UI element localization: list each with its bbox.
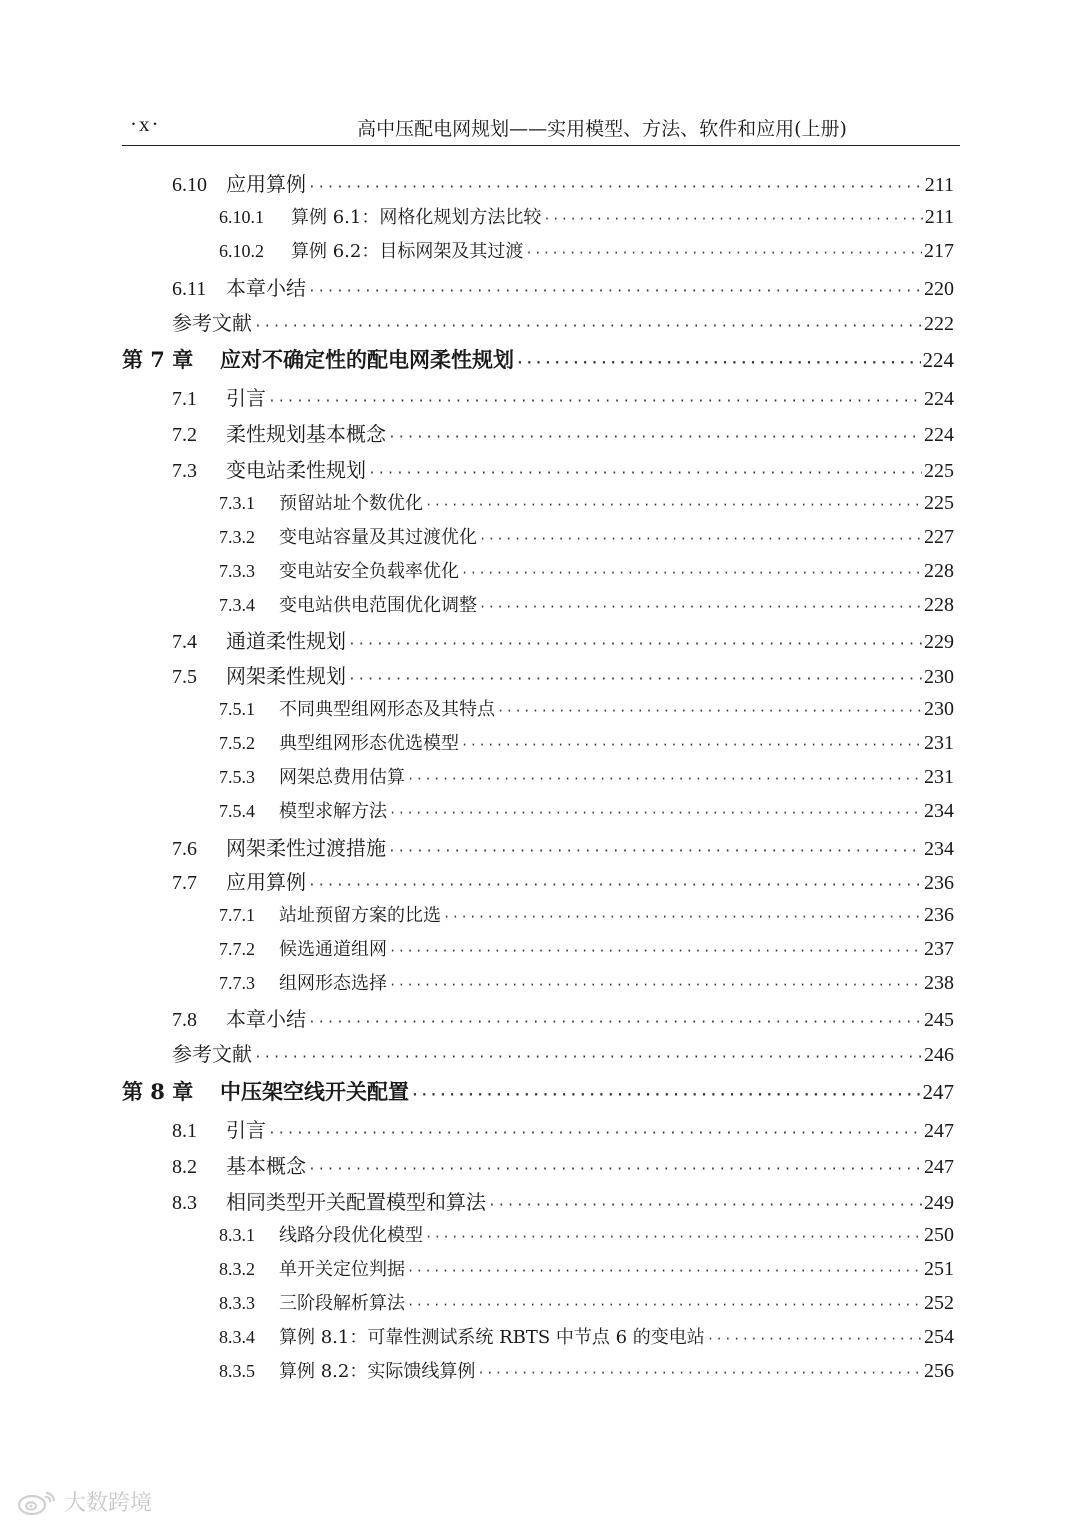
page-header (122, 110, 960, 144)
toc-entry-page: 246 (924, 1044, 954, 1066)
toc-entry-sub (219, 695, 954, 721)
toc-entry-title: 引言 (226, 1118, 266, 1142)
toc-entry-title: 应用算例 (226, 870, 306, 894)
toc-entry-page: 225 (924, 492, 954, 514)
toc-entry-title: 站址预留方案的比选 (279, 905, 441, 926)
toc-entry-page: 227 (924, 526, 954, 548)
toc-entry-title: 预留站址个数优化 (279, 493, 423, 514)
toc-entry-sub (219, 969, 954, 995)
toc-entry-title: 本章小结 (226, 1007, 306, 1031)
toc-entry-sub (219, 1289, 954, 1315)
dot-leader (389, 806, 922, 820)
watermark-text: 大数跨境 (64, 1491, 153, 1516)
toc-entry-number: 6.11 (172, 278, 207, 300)
toc-entry-number: 8.3.2 (219, 1259, 255, 1279)
toc-entry-title: 变电站安全负载率优化 (279, 561, 459, 582)
dot-leader (388, 844, 922, 859)
toc-entry-number: 第 7 章 (122, 347, 194, 372)
toc-entry-page: 220 (924, 278, 954, 300)
toc-entry-number: 7.7.2 (219, 939, 255, 959)
toc-entry-title: 本章小结 (226, 276, 306, 300)
toc-entry-number: 6.10 (172, 174, 207, 196)
toc-entry-section (172, 660, 954, 689)
watermark (16, 1486, 152, 1517)
toc-entry-section (172, 832, 954, 861)
toc-entry-title: 网架柔性规划 (226, 664, 346, 688)
dot-leader (254, 1050, 922, 1065)
dot-leader (425, 498, 922, 512)
toc-entry-number: 8.3.5 (219, 1361, 255, 1381)
toc-entry-page: 234 (924, 838, 954, 860)
toc-entry-title: 网架总费用估算 (279, 767, 405, 788)
toc-entry-page: 222 (924, 313, 954, 335)
toc-entry-number: 8.1 (172, 1120, 197, 1142)
toc-entry-page: 217 (924, 240, 954, 262)
toc-entry-sub (219, 237, 954, 263)
toc-entry-page: 234 (924, 800, 954, 822)
dot-leader (425, 1230, 922, 1244)
toc-entry-page: 249 (924, 1192, 954, 1214)
dot-leader (308, 1015, 922, 1030)
toc-entry-title: 算例 6.2：目标网架及其过渡 (291, 241, 524, 262)
toc-entry-page: 236 (924, 872, 954, 894)
toc-entry-number: 7.3.1 (219, 493, 255, 513)
dot-leader (308, 180, 923, 195)
toc-entry-page: 247 (922, 1080, 954, 1104)
toc-entry-section (172, 1186, 954, 1215)
toc-entry-number: 7.3 (172, 460, 197, 482)
book-title: 高中压配电网规划——实用模型、方法、软件和应用(上册) (357, 118, 847, 140)
toc-entry-page: 247 (924, 1156, 954, 1178)
toc-entry-number: 7.3.2 (219, 527, 255, 547)
toc-entry-page: 230 (924, 698, 954, 720)
toc-entry-sub (219, 1255, 954, 1281)
toc-entry-section (172, 1003, 954, 1032)
toc-entry-sub (219, 763, 954, 789)
toc-entry-page: 228 (924, 560, 954, 582)
toc-entry-title: 算例 8.1：可靠性测试系统 RBTS 中节点 6 的变电站 (279, 1327, 705, 1348)
toc-entry-chapter (122, 1076, 954, 1106)
dot-leader (516, 356, 921, 371)
page-number: ·x· (130, 112, 161, 136)
toc-entry-page: 252 (924, 1292, 954, 1314)
dot-leader (525, 246, 922, 260)
toc-entry-number: 7.7 (172, 872, 197, 894)
toc-entry-title: 算例 8.2：实际馈线算例 (279, 1361, 476, 1382)
toc-entry-number: 7.5.1 (219, 699, 255, 719)
dot-leader (389, 944, 922, 958)
toc-entry-page: 237 (924, 938, 954, 960)
dot-leader (388, 430, 922, 445)
toc-entry-page: 224 (922, 348, 954, 372)
dot-leader (308, 1162, 922, 1177)
toc-entry-section (172, 1114, 954, 1143)
toc-entry-section (172, 168, 954, 197)
toc-entry-title: 柔性规划基本概念 (226, 422, 386, 446)
toc-entry-sub (219, 935, 954, 961)
toc-entry-sub (219, 591, 954, 617)
dot-leader (368, 466, 922, 481)
toc-entry-section (172, 418, 954, 447)
toc-entry-sub (219, 523, 954, 549)
dot-leader (461, 738, 922, 752)
toc-entry-number: 7.1 (172, 388, 197, 410)
toc-entry-sub (219, 797, 954, 823)
toc-entry-title: 变电站容量及其过渡优化 (279, 527, 477, 548)
toc-entry-title: 基本概念 (226, 1154, 306, 1178)
toc-entry-number: 8.3.1 (219, 1225, 255, 1245)
toc-entry-page: 247 (924, 1120, 954, 1142)
toc-entry-number: 7.7.1 (219, 905, 255, 925)
toc-entry-section (172, 454, 954, 483)
toc-entry-title: 三阶段解析算法 (279, 1293, 405, 1314)
toc-entry-page: 224 (924, 424, 954, 446)
toc-entry-title: 模型求解方法 (279, 801, 387, 822)
toc-entry-title: 不同典型组网形态及其特点 (279, 699, 495, 720)
toc-entry-number: 8.3.4 (219, 1327, 255, 1347)
toc-entry-title: 组网形态选择 (279, 973, 387, 994)
toc-entry-title: 引言 (226, 386, 266, 410)
dot-leader (407, 772, 922, 786)
toc-entry-title: 候选通道组网 (279, 939, 387, 960)
toc-entry-number: 第 8 章 (122, 1079, 194, 1104)
toc-entry-number: 7.2 (172, 424, 197, 446)
toc-entry-page: 245 (924, 1009, 954, 1031)
dot-leader (308, 878, 922, 893)
dot-leader (407, 1264, 922, 1278)
toc-entry-number: 8.3.3 (219, 1293, 255, 1313)
toc-entry-number: 8.3 (172, 1192, 197, 1214)
toc-entry-title: 算例 6.1：网格化规划方法比较 (291, 207, 542, 228)
dot-leader (348, 637, 922, 652)
dot-leader (268, 1126, 922, 1141)
header-rule (122, 145, 960, 146)
dot-leader (497, 704, 922, 718)
toc-entry-sub (219, 489, 954, 515)
toc-entry-page: 250 (924, 1224, 954, 1246)
toc-entry-number: 7.6 (172, 838, 197, 860)
toc-entry-title: 变电站柔性规划 (226, 458, 366, 482)
toc-entry-section (172, 272, 954, 301)
toc-entry-section (172, 382, 954, 411)
dot-leader (543, 212, 922, 226)
toc-entry-number: 7.4 (172, 631, 197, 653)
toc-entry-page: 254 (924, 1326, 954, 1348)
toc-entry-sub (219, 1323, 954, 1349)
toc-entry-chapter (122, 344, 954, 374)
toc-entry-title: 单开关定位判据 (279, 1259, 405, 1280)
toc-entry-page: 256 (924, 1360, 954, 1382)
toc-entry-page: 224 (924, 388, 954, 410)
toc-entry-sub (219, 1221, 954, 1247)
toc-entry-page: 228 (924, 594, 954, 616)
dot-leader (488, 1198, 922, 1213)
toc-entry-page: 236 (924, 904, 954, 926)
toc-entry-ref (172, 1038, 954, 1067)
toc-entry-title: 典型组网形态优选模型 (279, 733, 459, 754)
toc-entry-page: 211 (924, 206, 954, 228)
toc-entry-page: 230 (924, 666, 954, 688)
toc-entry-title: 参考文献 (172, 1042, 252, 1066)
toc-entry-sub (219, 557, 954, 583)
toc-entry-number: 7.5.4 (219, 801, 255, 821)
dot-leader (254, 319, 922, 334)
dot-leader (479, 600, 922, 614)
toc-entry-section (172, 625, 954, 654)
toc-entry-number: 7.5.2 (219, 733, 255, 753)
toc-entry-number: 7.3.4 (219, 595, 255, 615)
toc-entry-sub (219, 1357, 954, 1383)
toc-entry-page: 231 (924, 766, 954, 788)
toc-entry-page: 229 (924, 631, 954, 653)
dot-leader (707, 1332, 922, 1346)
toc-entry-page: 225 (924, 460, 954, 482)
dot-leader (308, 284, 922, 299)
toc-entry-title: 网架柔性过渡措施 (226, 836, 386, 860)
toc-entry-title: 通道柔性规划 (226, 629, 346, 653)
dot-leader (389, 978, 922, 992)
toc-entry-number: 6.10.1 (219, 207, 264, 227)
toc-entry-title: 应对不确定性的配电网柔性规划 (220, 347, 514, 372)
dot-leader (477, 1366, 922, 1380)
toc-entry-section (172, 1150, 954, 1179)
toc-entry-page: 211 (924, 174, 954, 196)
toc-entry-number: 7.7.3 (219, 973, 255, 993)
toc-entry-page: 251 (924, 1258, 954, 1280)
toc-entry-number: 8.2 (172, 1156, 197, 1178)
toc-entry-title: 应用算例 (226, 172, 306, 196)
dot-leader (479, 532, 922, 546)
toc-entry-number: 7.5.3 (219, 767, 255, 787)
toc-entry-page: 231 (924, 732, 954, 754)
toc-entry-title: 变电站供电范围优化调整 (279, 595, 477, 616)
toc-entry-sub (219, 729, 954, 755)
toc-entry-section (172, 866, 954, 895)
toc-entry-title: 相同类型开关配置模型和算法 (226, 1190, 486, 1214)
toc-entry-number: 7.8 (172, 1009, 197, 1031)
toc-entry-page: 238 (924, 972, 954, 994)
toc-entry-title: 参考文献 (172, 311, 252, 335)
dot-leader (407, 1298, 922, 1312)
dot-leader (443, 910, 922, 924)
toc-entry-title: 线路分段优化模型 (279, 1225, 423, 1246)
toc-entry-sub (219, 901, 954, 927)
toc-entry-ref (172, 307, 954, 336)
dot-leader (461, 566, 922, 580)
weibo-logo-icon (16, 1488, 58, 1516)
toc-entry-number: 7.3.3 (219, 561, 255, 581)
toc-entry-number: 7.5 (172, 666, 197, 688)
dot-leader (268, 394, 922, 409)
toc-entry-title: 中压架空线开关配置 (220, 1079, 409, 1104)
dot-leader (411, 1088, 921, 1103)
toc-entry-number: 6.10.2 (219, 241, 264, 261)
dot-leader (348, 672, 922, 687)
toc-entry-sub (219, 203, 954, 229)
